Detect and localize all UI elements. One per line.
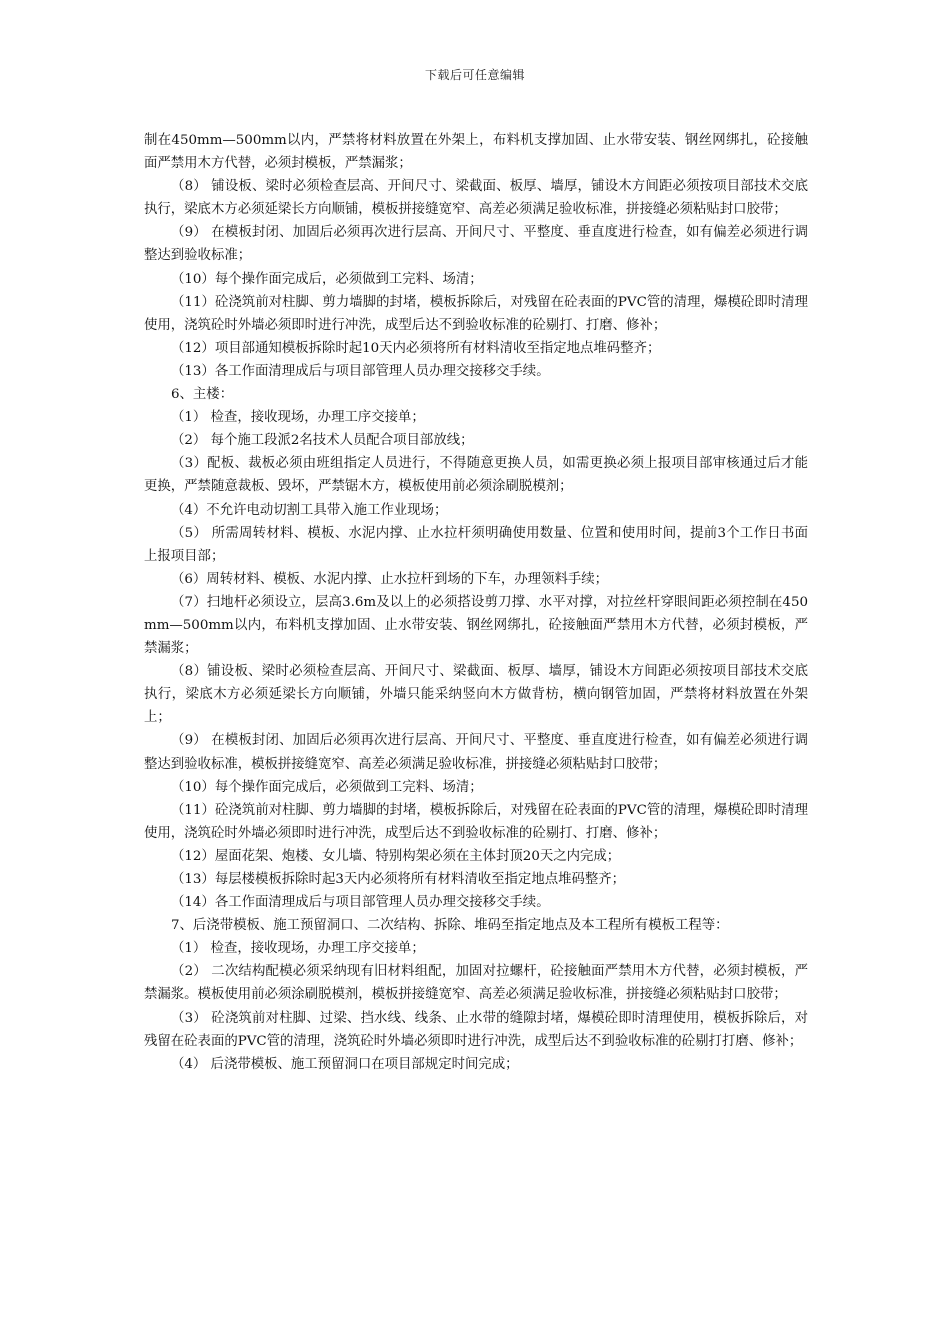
section-heading-post-cast: 7、后浇带模板、施工预留洞口、二次结构、拆除、堆码至指定地点及本工程所有模板工程等： [171,918,729,934]
section-heading-main-building: 6、主楼： [171,387,234,403]
paragraph-main-item-3: （3）配板、裁板必须由班组指定人员进行，不得随意更换人员，如需更换必须上报项目部审核通过后才能更换，严禁随意裁板、毁坏，严禁锯木方，模板使用前必须涂刷脱模剂； [144,456,808,495]
paragraph-post-item-4: （4） 后浇带模板、施工预留洞口在项目部规定时间完成； [171,1056,519,1072]
paragraph-post-item-3: （3） 砼浇筑前对柱脚、过梁、挡水线、线条、止水带的缝隙封堵，爆模砼即时清理使用，模板拆除后，对残留在砼表面的PVC管的清理，浇筑砼时外墙必须即时进行冲洗，成型后达不到验收标准的砼剔打打磨、修补； [144,1010,808,1049]
paragraph-item-10: （10）每个操作面完成后，必须做到工完料、场清； [171,271,483,287]
paragraph-item-13: （13）各工作面清理成后与项目部管理人员办理交接移交手续。 [171,363,550,379]
paragraph-main-item-9: （9） 在模板封闭、加固后必须再次进行层高、开间尺寸、平整度、垂直度进行检查，如有偏差必须进行调整达到验收标准，模板拼接缝宽窄、高差必须满足验收标准，拼接缝必须粘贴封口胶带； [144,733,808,772]
paragraph-item-12: （12）项目部通知模板拆除时起10天内必须将所有材料清收至指定地点堆码整齐； [171,340,661,356]
paragraph-main-item-2: （2） 每个施工段派2名技术人员配合项目部放线； [171,433,474,449]
paragraph-main-item-7: （7）扫地杆必须设立，层高3.6m及以上的必须搭设剪刀撑、水平对撑，对拉丝杆穿眼间距必须控制在450mm—500mm以内，布料机支撑加固、止水带安装、钢丝网绑扎，砼接触面严禁用木方代替，必须封模板，严禁漏浆； [144,594,808,657]
paragraph-main-item-8: （8）铺设板、梁时必须检查层高、开间尺寸、梁截面、板厚、墙厚，铺设木方间距必须按项目部技术交底执行，梁底木方必须延梁长方向顺铺，外墙只能采纳竖向木方做背枋，横向钢管加固，严禁将材料放置在外架上； [144,664,808,726]
paragraph-main-item-5: （5） 所需周转材料、模板、水泥内撑、止水拉杆须明确使用数量、位置和使用时间，提前3个工作日书面上报项目部； [144,525,808,564]
paragraph-main-item-12: （12）屋面花架、炮楼、女儿墙、特别构架必须在主体封顶20天之内完成； [171,848,621,864]
document-body [144,129,808,1076]
paragraph-main-item-11: （11）砼浇筑前对柱脚、剪力墙脚的封堵，模板拆除后，对残留在砼表面的PVC管的清理，爆模砼即时清理使用，浇筑砼时外墙必须即时进行冲洗，成型后达不到验收标准的砼剔打、打磨、修补； [144,802,808,841]
paragraph-main-item-6: （6）周转材料、模板、水泥内撑、止水拉杆到场的下车，办理领料手续； [171,571,609,587]
paragraph-item-9: （9） 在模板封闭、加固后必须再次进行层高、开间尺寸、平整度、垂直度进行检查，如有偏差必须进行调整达到验收标准； [144,225,808,264]
paragraph-post-item-2: （2） 二次结构配模必须采纳现有旧材料组配，加固对拉螺杆，砼接触面严禁用木方代替，必须封模板，严禁漏浆。模板使用前必须涂刷脱模剂，模板拼接缝宽窄、高差必须满足验收标准，拼接缝必须粘贴封口胶带； [144,964,808,1003]
paragraph-main-item-10: （10）每个操作面完成后，必须做到工完料、场清； [171,779,483,795]
page-header: 下载后可任意编辑 [424,68,525,82]
paragraph-main-item-13: （13）每层楼模板拆除时起3天内必须将所有材料清收至指定地点堆码整齐； [171,872,626,887]
paragraph-continuation: 制在450mm—500mm以内，严禁将材料放置在外架上，布料机支撑加固、止水带安装、钢丝网绑扎，砼接触面严禁用木方代替，必须封模板，严禁漏浆； [144,133,808,172]
paragraph-item-8: （8） 铺设板、梁时必须检查层高、开间尺寸、梁截面、板厚、墙厚，铺设木方间距必须按项目部技术交底执行，梁底木方必须延梁长方向顺铺，模板拼接缝宽窄、高差必须满足验收标准，拼接缝必须粘贴封口胶带； [144,179,808,218]
paragraph-item-11: （11）砼浇筑前对柱脚、剪力墙脚的封堵，模板拆除后，对残留在砼表面的PVC管的清理，爆模砼即时清理使用，浇筑砼时外墙必须即时进行冲洗，成型后达不到验收标准的砼剔打、打磨、修补； [144,294,808,333]
paragraph-post-item-1: （1） 检查，接收现场，办理工序交接单； [171,941,425,957]
paragraph-main-item-1: （1） 检查，接收现场，办理工序交接单； [171,410,425,426]
paragraph-main-item-14: （14）各工作面清理成后与项目部管理人员办理交接移交手续。 [171,895,550,911]
paragraph-main-item-4: （4）不允许电动切割工具带入施工作业现场； [171,502,448,518]
